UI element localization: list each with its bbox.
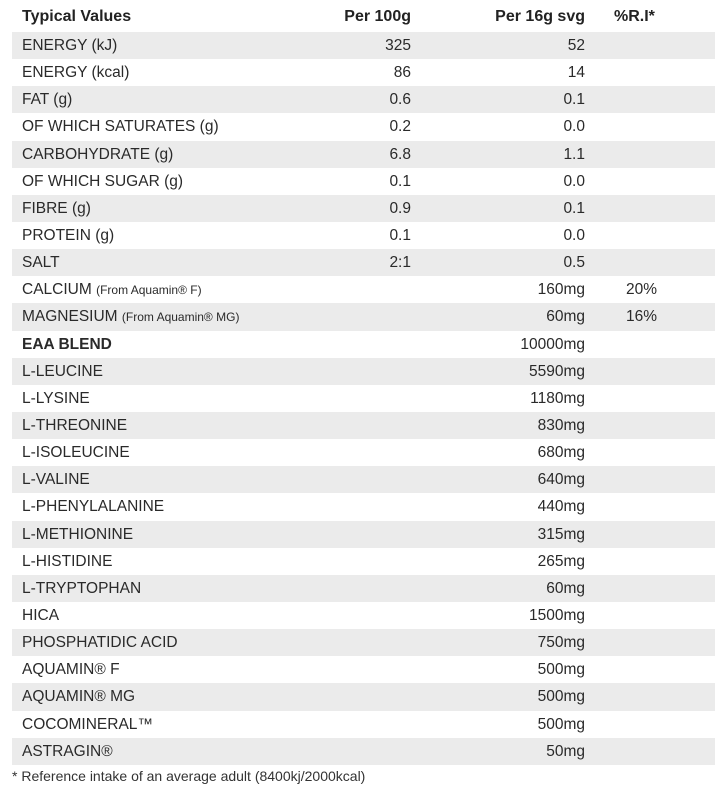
per-serving-value: 0.0	[563, 172, 585, 190]
nutrient-label	[22, 308, 239, 326]
nutrient-name: L-ISOLEUCINE	[22, 444, 130, 462]
table-row	[12, 602, 715, 629]
nutrient-name: L-TRYPTOPHAN	[22, 579, 142, 597]
table-row	[12, 358, 715, 385]
per-serving-value: 0.5	[563, 254, 585, 272]
footnote: * Reference intake of an average adult (8400kj/2000kcal)	[12, 768, 366, 784]
per-100g-value: 0.9	[389, 199, 411, 217]
per-serving-value: 0.1	[563, 199, 585, 217]
table-row	[12, 466, 715, 493]
per-serving-value: 0.1	[563, 91, 585, 109]
per-serving-value: 160mg	[537, 281, 585, 299]
nutrient-name: FAT (g)	[22, 91, 73, 109]
per-serving-value: 500mg	[537, 688, 585, 706]
per-serving-value: 52	[567, 37, 585, 54]
table-row	[12, 195, 715, 222]
table-row	[12, 575, 715, 602]
nutrient-note: (From Aquamin® MG)	[121, 310, 240, 325]
table-row	[12, 222, 715, 249]
per-100g-value: 0.2	[389, 118, 411, 136]
nutrient-name: L-PHENYLALANINE	[22, 498, 165, 516]
nutrient-name: L-LEUCINE	[22, 362, 103, 380]
ri-value: 16%	[625, 308, 657, 326]
table-row	[12, 711, 715, 738]
per-serving-value: 0.0	[563, 118, 585, 136]
nutrient-name: CALCIUM	[22, 281, 92, 299]
per-serving-value: 0.0	[563, 226, 585, 244]
per-100g-value: 0.1	[389, 226, 411, 244]
table-row	[12, 412, 715, 439]
per-serving-value: 640mg	[537, 471, 585, 489]
per-serving-value: 265mg	[537, 552, 585, 570]
table-row	[12, 303, 715, 330]
per-serving-value: 440mg	[537, 498, 585, 516]
per-100g-value: 325	[385, 37, 411, 54]
ri-value: 20%	[625, 281, 657, 299]
per-serving-value: 14	[567, 64, 585, 82]
header-per-100g: Per 100g	[344, 8, 411, 25]
per-serving-value: 680mg	[537, 444, 585, 462]
nutrient-name: OF WHICH SATURATES (g)	[22, 118, 219, 136]
per-serving-value: 5590mg	[528, 362, 585, 380]
per-serving-value: 500mg	[537, 715, 585, 733]
nutrient-name: ENERGY (kcal)	[22, 64, 130, 82]
table-row	[12, 493, 715, 520]
per-serving-value: 750mg	[537, 634, 585, 652]
nutrient-name: ASTRAGIN®	[22, 742, 113, 760]
table-row	[12, 276, 715, 303]
header-per-serving: Per 16g svg	[495, 8, 585, 25]
header-ri: %R.I*	[614, 8, 655, 25]
nutrient-name: L-LYSINE	[22, 389, 90, 407]
per-serving-value: 1180mg	[530, 389, 585, 407]
per-serving-value: 315mg	[537, 525, 585, 543]
table-row	[12, 59, 715, 86]
nutrient-name: SALT	[22, 254, 60, 272]
nutrient-name: ENERGY (kJ)	[22, 37, 118, 54]
table-row	[12, 249, 715, 276]
nutrient-name: L-VALINE	[22, 471, 90, 489]
nutrient-name: COCOMINERAL™	[22, 715, 153, 733]
nutrient-name: HICA	[22, 606, 60, 624]
per-serving-value: 60mg	[546, 308, 585, 326]
nutrient-name: OF WHICH SUGAR (g)	[22, 172, 184, 190]
table-row	[12, 168, 715, 195]
table-row	[12, 32, 715, 59]
nutrient-name: PROTEIN (g)	[22, 226, 115, 244]
nutrient-name: EAA BLEND	[22, 335, 112, 353]
nutrient-name: CARBOHYDRATE (g)	[22, 145, 174, 163]
nutrient-note: (From Aquamin® F)	[96, 283, 202, 298]
per-serving-value: 50mg	[546, 742, 585, 760]
per-100g-value: 86	[393, 64, 411, 82]
per-100g-value: 0.6	[389, 91, 411, 109]
nutrient-name: L-METHIONINE	[22, 525, 134, 543]
table-row	[12, 385, 715, 412]
per-serving-value: 1.1	[563, 145, 585, 163]
nutrient-name: L-HISTIDINE	[22, 552, 113, 570]
per-100g-value: 6.8	[389, 145, 411, 163]
table-row	[12, 548, 715, 575]
nutrient-name: FIBRE (g)	[22, 199, 91, 217]
table-row	[12, 439, 715, 466]
per-100g-value: 0.1	[389, 172, 411, 190]
table-row	[12, 521, 715, 548]
nutrient-name: AQUAMIN® F	[22, 661, 120, 679]
table-row	[12, 141, 715, 168]
table-row	[12, 683, 715, 710]
nutrient-label	[22, 281, 202, 299]
per-serving-value: 10000mg	[520, 335, 585, 353]
table-row	[12, 86, 715, 113]
table-body	[0, 32, 727, 765]
nutrient-name: L-THREONINE	[22, 416, 128, 434]
table-row	[12, 113, 715, 140]
table-row	[12, 656, 715, 683]
per-serving-value: 60mg	[546, 579, 585, 597]
per-serving-value: 500mg	[537, 661, 585, 679]
header-typical-values: Typical Values	[22, 8, 132, 25]
table-row	[12, 629, 715, 656]
per-serving-value: 830mg	[537, 416, 585, 434]
table-row	[12, 738, 715, 765]
per-serving-value: 1500mg	[528, 606, 585, 624]
nutrient-name: MAGNESIUM	[22, 308, 118, 326]
nutrient-name: PHOSPHATIDIC ACID	[22, 634, 178, 652]
table-row	[12, 331, 715, 358]
nutrient-name: AQUAMIN® MG	[22, 688, 136, 706]
per-100g-value: 2:1	[389, 254, 411, 272]
table-header	[0, 0, 727, 32]
